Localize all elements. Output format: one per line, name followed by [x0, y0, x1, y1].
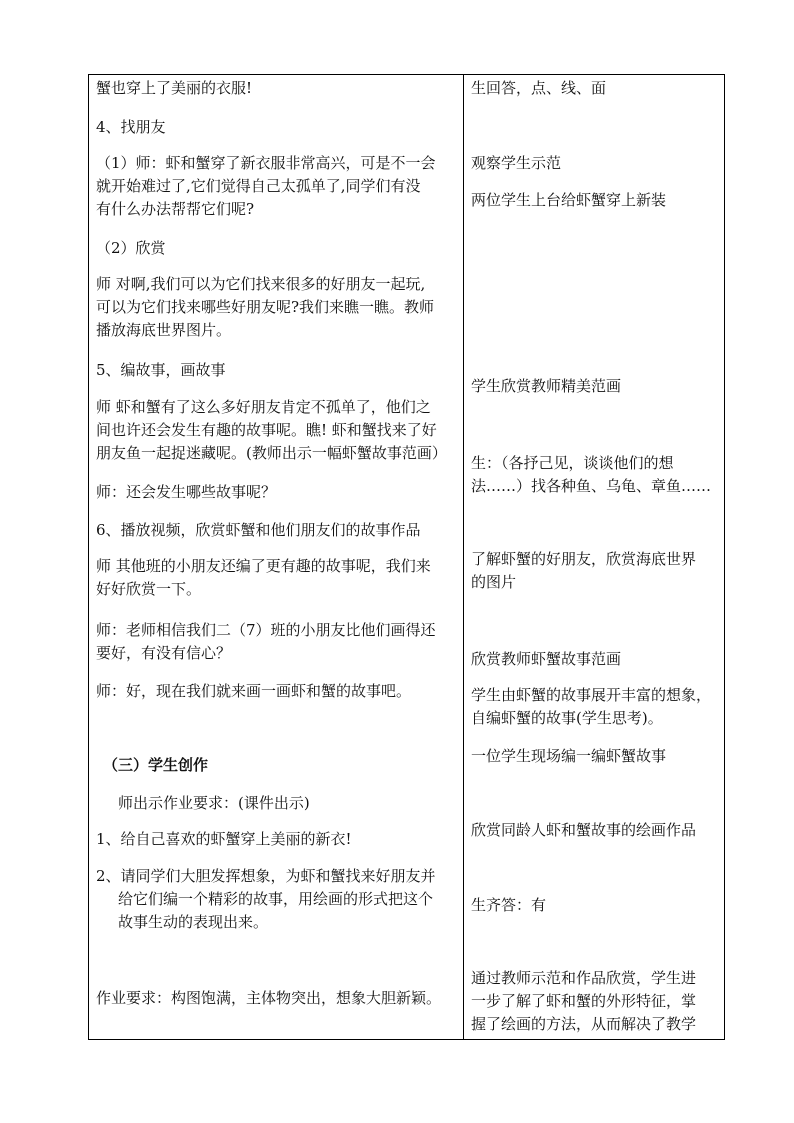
right-paragraph: 通过教师示范和作品欣赏，学生进 [471, 969, 697, 987]
left-paragraph: 要好，有没有信心？ [96, 644, 232, 662]
right-paragraph: 生：（各抒己见，谈谈他们的想 [471, 454, 674, 472]
left-paragraph: 师 其他班的小朋友还编了更有趣的故事呢，我们来 [96, 557, 431, 575]
left-paragraph: 播放海底世界图片。 [96, 321, 232, 339]
left-paragraph: 师：老师相信我们二（7）班的小朋友比他们画得还 [96, 621, 436, 639]
right-paragraph: 生回答，点、线、面 [471, 79, 607, 97]
left-heading: 6、播放视频，欣赏虾蟹和他们朋友们的故事作品 [96, 521, 421, 539]
left-paragraph: 师 虾和蟹有了这么多好朋友肯定不孤单了，他们之 [96, 398, 431, 416]
right-paragraph: 学生由虾蟹的故事展开丰富的想象， [471, 686, 712, 704]
left-heading: 5、编故事，画故事 [96, 361, 226, 379]
lesson-plan-table [88, 74, 725, 1040]
left-paragraph: 师出示作业要求：(课件出示) [118, 794, 310, 812]
left-paragraph: 好好欣赏一下。 [96, 580, 202, 598]
left-list-item: 1、给自己喜欢的虾蟹穿上美丽的新衣! [96, 830, 352, 848]
right-paragraph: 自编虾蟹的故事(学生思考)。 [471, 709, 663, 727]
left-heading: 4、找朋友 [96, 118, 166, 136]
right-paragraph: 的图片 [471, 573, 517, 591]
left-paragraph: （1）师：虾和蟹穿了新衣服非常高兴，可是不一会 [96, 154, 436, 172]
left-paragraph: 师 对啊,我们可以为它们找来很多的好朋友一起玩, [96, 275, 426, 293]
left-list-item: 2、请同学们大胆发挥想象，为虾和蟹找来好朋友并 [96, 867, 436, 885]
left-paragraph: 可以为它们找来哪些好朋友呢?我们来瞧一瞧。教师 [96, 298, 435, 316]
right-paragraph: 观察学生示范 [471, 154, 562, 172]
right-paragraph: 两位学生上台给虾蟹穿上新装 [471, 191, 667, 209]
left-paragraph: 间也许还会发生有趣的故事呢。瞧! 虾和蟹找来了好 [96, 421, 437, 439]
left-list-item: 给它们编一个精彩的故事，用绘画的形式把这个 [118, 890, 434, 908]
left-list-item: 故事生动的表现出来。 [118, 913, 269, 931]
left-heading: （2）欣赏 [96, 239, 166, 257]
right-paragraph: 握了绘画的方法，从而解决了教学 [471, 1015, 697, 1033]
section-heading: （三）学生创作 [103, 756, 209, 774]
left-paragraph: 朋友鱼一起捉迷藏呢。(教师出示一幅虾蟹故事范画） [96, 444, 447, 462]
left-paragraph: 有什么办法帮帮它们呢? [96, 200, 255, 218]
right-paragraph: 法……）找各种鱼、乌龟、章鱼…… [471, 477, 712, 495]
column-divider [463, 75, 464, 1039]
right-paragraph: 欣赏教师虾蟹故事范画 [471, 650, 622, 668]
left-paragraph: 作业要求：构图饱满，主体物突出，想象大胆新颖。 [96, 989, 442, 1007]
right-paragraph: 学生欣赏教师精美范画 [471, 377, 622, 395]
right-paragraph: 一步了解了虾和蟹的外形特征，掌 [471, 992, 697, 1010]
left-paragraph: 师：好，现在我们就来画一画虾和蟹的故事吧。 [96, 682, 412, 700]
right-paragraph: 生齐答：有 [471, 896, 547, 914]
right-paragraph: 欣赏同龄人虾和蟹故事的绘画作品 [471, 821, 697, 839]
right-paragraph: 了解虾蟹的好朋友，欣赏海底世界 [471, 550, 697, 568]
left-paragraph: 师：还会发生哪些故事呢？ [96, 483, 277, 501]
right-paragraph: 一位学生现场编一编虾蟹故事 [471, 747, 667, 765]
left-paragraph: 蟹也穿上了美丽的衣服! [96, 79, 253, 97]
left-paragraph: 就开始难过了,它们觉得自己太孤单了,同学们有没 [96, 177, 421, 195]
